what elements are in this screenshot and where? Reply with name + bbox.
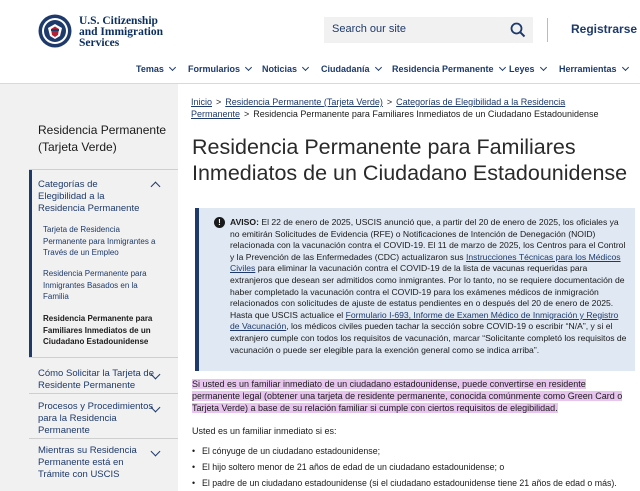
search-icon[interactable] bbox=[509, 21, 527, 39]
main-nav bbox=[0, 64, 640, 78]
site-header bbox=[0, 0, 640, 84]
chevron-down-icon bbox=[245, 64, 252, 71]
breadcrumb-separator: > bbox=[216, 97, 222, 107]
search-input[interactable] bbox=[324, 17, 533, 43]
chevron-down-icon bbox=[169, 64, 176, 71]
nav-noticias[interactable] bbox=[262, 64, 308, 74]
sidebar-divider bbox=[29, 169, 178, 170]
chevron-down-icon bbox=[302, 64, 309, 71]
breadcrumb-home[interactable]: Inicio bbox=[191, 97, 213, 107]
search-placeholder: Search our site bbox=[332, 23, 406, 35]
sidebar-divider bbox=[29, 393, 178, 394]
nav-label: Herramientas bbox=[559, 64, 617, 74]
breadcrumb-residencia[interactable]: Residencia Permanente (Tarjeta Verde) bbox=[225, 97, 383, 107]
nav-label: Ciudadanía bbox=[321, 64, 370, 74]
link-instrucciones-tecnicas[interactable]: Instrucciones Técnicas para los Médicos Civiles bbox=[230, 251, 621, 274]
breadcrumb-separator: > bbox=[244, 109, 250, 119]
nav-residencia-permanente[interactable] bbox=[392, 64, 505, 74]
sidebar-item-categorias[interactable]: Categorías de Elegibilidad a la Residencia Permanente bbox=[38, 179, 140, 214]
sidebar-subitem-empleo[interactable]: Tarjeta de Residencia Permanente para Inmigrantes a Través de un Empleo bbox=[43, 225, 156, 257]
breadcrumb-separator: > bbox=[386, 97, 393, 107]
nav-label: Temas bbox=[136, 64, 164, 74]
intro-text: Usted es un familiar inmediato si es: bbox=[192, 426, 337, 436]
covid-notice-alert bbox=[195, 208, 635, 371]
list-item: • El hijo soltero menor de 21 años de edad de un ciudadano estadounidense; o bbox=[202, 462, 504, 472]
sidebar-item-mientras-tramite[interactable]: Mientras su Residencia Permanente está en Trámite con USCIS bbox=[38, 445, 137, 480]
logo-line-3: Services bbox=[79, 37, 120, 49]
nav-leyes[interactable] bbox=[509, 64, 546, 74]
dhs-seal-icon[interactable] bbox=[38, 14, 72, 48]
nav-label: Formularios bbox=[188, 64, 241, 74]
register-button[interactable] bbox=[571, 22, 640, 36]
alert-label: AVISO: bbox=[230, 217, 259, 227]
list-item: • El cónyuge de un ciudadano estadounidense; bbox=[202, 446, 380, 456]
eligibility-paragraph bbox=[192, 378, 632, 414]
chevron-down-icon bbox=[374, 64, 381, 71]
link-formulario-i693[interactable]: Formulario I-693, Informe de Examen Médico de Inmigración y Registro de Vacunación bbox=[230, 309, 619, 332]
sidebar-item-procesos[interactable]: Procesos y Procedimientos para la Residencia Permanente bbox=[38, 401, 154, 436]
chevron-down-icon bbox=[539, 64, 546, 71]
sidebar-item-como-solicitar[interactable]: Cómo Solicitar la Tarjeta de Residente Permanente bbox=[38, 368, 154, 391]
sidebar bbox=[0, 84, 178, 491]
chevron-down-icon bbox=[621, 64, 628, 71]
alert-text-3: , los médicos civiles pueden tachar la sección sobre COVID-19 o escribir “N/A”, y si el extranjero cumple con todos los requisitos de vacunación, marcar “Solicitante completó los requisitos de vacunación o puede ser elegible para la exención general como se indica arriba”. bbox=[230, 321, 627, 355]
nav-label: Noticias bbox=[262, 64, 298, 74]
breadcrumb-current: Residencia Permanente para Familiares Inmediatos de un Ciudadano Estadounidense bbox=[253, 109, 599, 119]
info-icon: ! bbox=[214, 217, 225, 228]
alert-text-2: para eliminar la vacunación contra el COVID-19 de la lista de vacunas requeridas para extranjeros que desean ser admitidos como inmigrantes. Por lo tanto, no se requiere documentación de haber completado la vacunación contra el COVID-19 para los exámenes médicos de inmigración relacionados con solicitudes de ajuste de estatus pendientes en o después del 20 de enero de 2025. Hasta que USCIS actualice el bbox=[230, 263, 625, 320]
sidebar-active-indicator bbox=[29, 170, 32, 357]
agency-logo-text[interactable] bbox=[79, 16, 163, 49]
breadcrumb-categorias[interactable]: Categorías de Elegibilidad a la Residencia Permanente bbox=[191, 97, 566, 119]
sidebar-title[interactable]: Residencia Permanente (Tarjeta Verde) bbox=[38, 123, 167, 154]
alert-body bbox=[230, 217, 630, 356]
sidebar-subitem-familia[interactable]: Residencia Permanente para Inmigrantes Basados en la Familia bbox=[43, 269, 147, 301]
nav-formularios[interactable] bbox=[188, 64, 251, 74]
nav-temas[interactable] bbox=[136, 64, 175, 74]
logo-line-1: U.S. Citizenship bbox=[79, 15, 158, 27]
nav-label: Leyes bbox=[509, 64, 535, 74]
chevron-down-icon bbox=[499, 64, 506, 71]
nav-ciudadania[interactable] bbox=[321, 64, 381, 74]
nav-label: Residencia Permanente bbox=[392, 64, 494, 74]
register-label: Registrarse bbox=[571, 22, 638, 36]
page-title: Residencia Permanente para Familiares Inmediatos de un Ciudadano Estadounidense bbox=[192, 135, 628, 185]
header-divider bbox=[547, 18, 548, 42]
alert-text-1: El 22 de enero de 2025, USCIS anunció que, a partir del 20 de enero de 2025, los oficiales ya no emitirán Solicitudes de Evidencia (RFE) o Notificaciones de Intención de Denegación (NOID) relacionada con la vacunación contra el COVID-19. El 11 de marzo de 2025, los Centros para el Control y la Prevención de las Enfermedades (CDC) actualizaron sus bbox=[230, 217, 626, 262]
highlighted-text: Si usted es un familiar inmediato de un ciudadano estadounidense, puede convertirse en residente permanente legal (obtener una tarjeta de residente permanente, conocida comúnmente como Green Card o Tarjeta Verde) a base de su relación familiar si cumple con ciertos requisitos de elegibilidad. bbox=[192, 379, 623, 413]
nav-herramientas[interactable] bbox=[559, 64, 628, 74]
sidebar-subitem-familiares-inmediatos[interactable]: Residencia Permanente para Familiares Inmediatos de un Ciudadano Estadounidense bbox=[43, 314, 153, 346]
sidebar-divider bbox=[29, 357, 178, 358]
logo-line-2: and Immigration bbox=[79, 26, 164, 38]
breadcrumb bbox=[191, 96, 631, 120]
sidebar-divider bbox=[29, 438, 178, 439]
list-item: • El padre de un ciudadano estadounidense (si el ciudadano estadounidense tiene 21 años de edad o más). bbox=[202, 478, 617, 488]
chevron-up-icon[interactable] bbox=[151, 182, 161, 192]
